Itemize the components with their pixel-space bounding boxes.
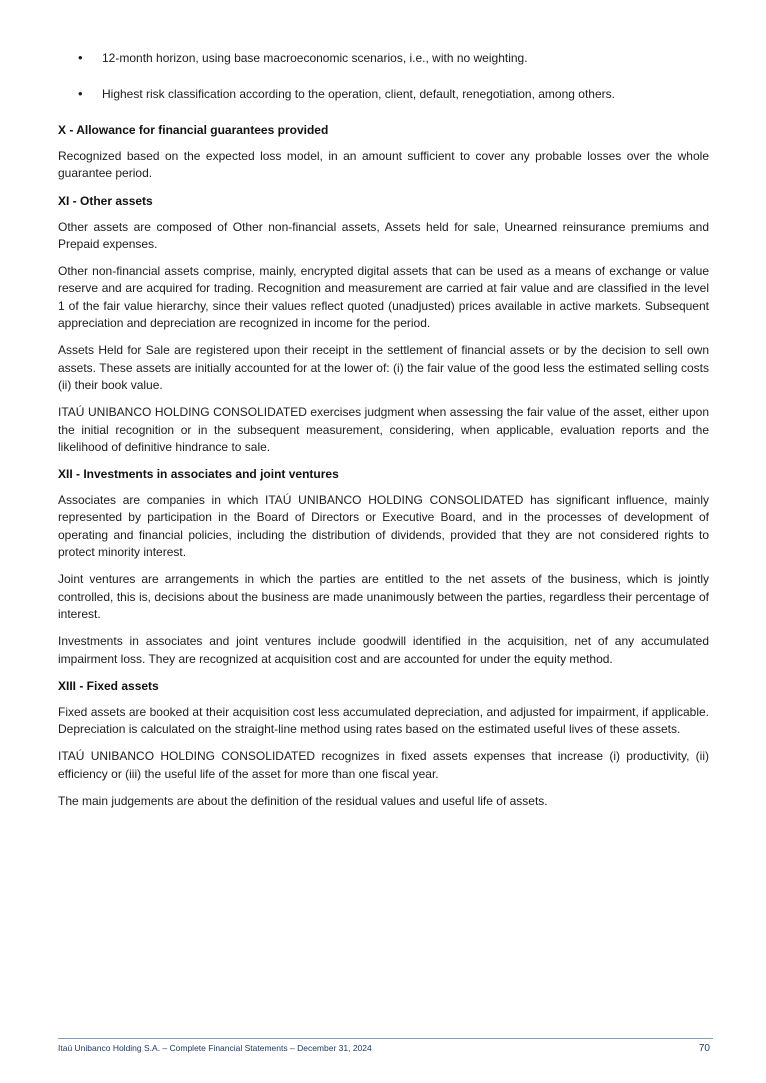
paragraph: The main judgements are about the definition of the residual values and useful life of assets. bbox=[58, 794, 548, 809]
paragraph: Other assets are composed of Other non-financial assets, Assets held for sale, Unearned reinsurance premiums and Prepaid expenses. bbox=[58, 219, 709, 251]
bullet-text: 12-month horizon, using base macroeconomic scenarios, i.e., with no weighting. bbox=[102, 51, 528, 65]
footer-divider bbox=[58, 1038, 713, 1039]
page-number: 70 bbox=[698, 1043, 710, 1054]
section-heading: XII - Investments in associates and joint ventures bbox=[58, 467, 339, 482]
document-body bbox=[58, 50, 709, 820]
section-heading: XI - Other assets bbox=[58, 193, 153, 208]
paragraph: Investments in associates and joint ventures include goodwill identified in the acquisition, net of any accumulated impairment loss. They are recognized at acquisition cost and are accounted for under the equity method. bbox=[58, 634, 709, 666]
paragraph: Joint ventures are arrangements in which the parties are entitled to the net assets of the business, which is jointly controlled, this is, decisions about the business are made unanimously between the parties, regardless their percentage of interest. bbox=[58, 572, 709, 621]
bullet-icon: • bbox=[78, 50, 83, 65]
paragraph: Recognized based on the expected loss model, in an amount sufficient to cover any probable losses over the whole guarantee period. bbox=[58, 149, 709, 181]
bullet-icon: • bbox=[78, 86, 83, 101]
bullet-text: Highest risk classification according to the operation, client, default, renegotiation, among others. bbox=[102, 87, 615, 101]
list-item bbox=[58, 86, 709, 103]
paragraph: Assets Held for Sale are registered upon their receipt in the settlement of financial assets or by the decision to sell own assets. These assets are initially accounted for at the lower of: (i) the fair value of the good less the estimated selling costs (ii) their book value. bbox=[58, 343, 709, 392]
paragraph: Other non-financial assets comprise, mainly, encrypted digital assets that can be used as a means of exchange or value reserve and are acquired for trading. Recognition and measurement are carried at fair value and are classified in the level 1 of the fair value hierarchy, since their values reflect quoted (unadjusted) prices available in active markets. Subsequent appreciation and depreciation are recognized in income for the period. bbox=[58, 264, 709, 331]
paragraph: Associates are companies in which ITAÚ UNIBANCO HOLDING CONSOLIDATED has significant influence, mainly represented by participation in the Board of Directors or Executive Board, and in the processes of development of operating and financial policies, including the distribution of dividends, provided that they are not considered rights to protect minority interest. bbox=[58, 493, 709, 560]
paragraph: Fixed assets are booked at their acquisition cost less accumulated depreciation, and adjusted for impairment, if applicable. Depreciation is calculated on the straight-line method using rates based on the estimated useful lives of these assets. bbox=[58, 704, 709, 737]
footer-text: Itaú Unibanco Holding S.A. – Complete Financial Statements – December 31, 2024 bbox=[58, 1043, 372, 1053]
section-heading: XIII - Fixed assets bbox=[58, 678, 159, 693]
list-item bbox=[58, 50, 709, 67]
section-heading: X - Allowance for financial guarantees provided bbox=[58, 123, 329, 137]
paragraph: ITAÚ UNIBANCO HOLDING CONSOLIDATED recognizes in fixed assets expenses that increase (i) productivity, (ii) efficiency or (iii) the useful life of the asset for more than one fiscal year. bbox=[58, 749, 709, 781]
paragraph: ITAÚ UNIBANCO HOLDING CONSOLIDATED exercises judgment when assessing the fair value of the asset, either upon the initial recognition or in the subsequent measurement, considering, when applicable, evaluation reports and the likelihood of definitive hindrance to sale. bbox=[58, 405, 709, 454]
